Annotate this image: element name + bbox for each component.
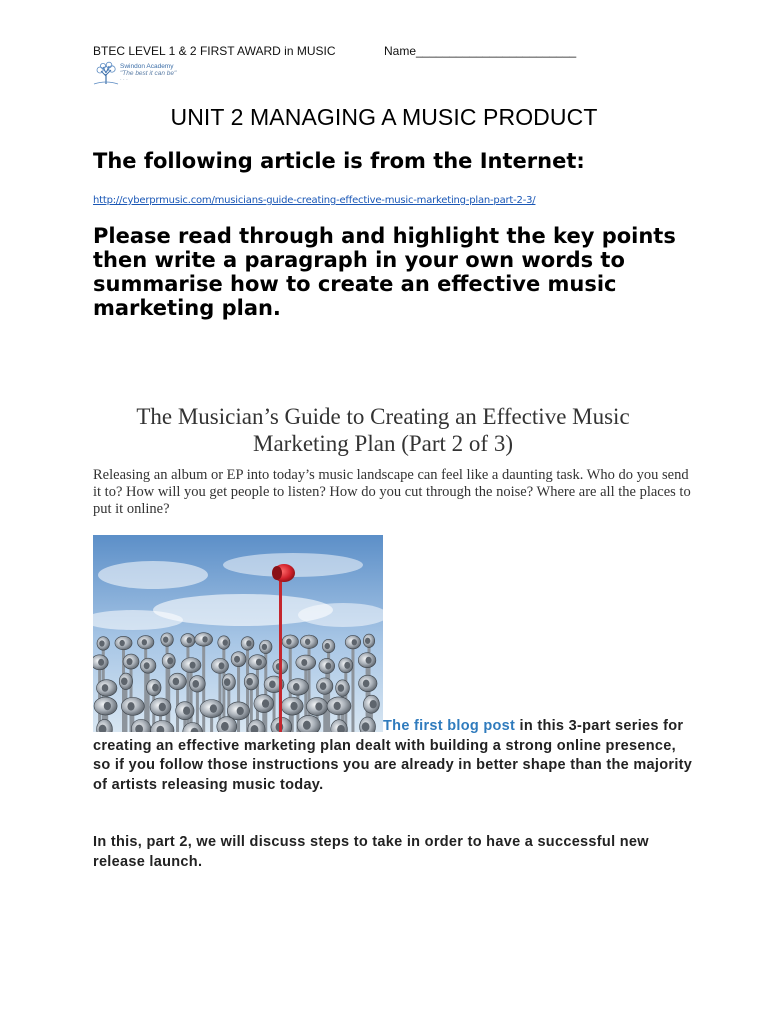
unit-title: UNIT 2 MANAGING A MUSIC PRODUCT (170, 104, 598, 130)
school-logo (92, 60, 182, 90)
megaphones-photo-icon (93, 535, 383, 732)
article-paragraph-2: In this, part 2, we will discuss steps to take in order to have a successful new release launch. (93, 834, 649, 870)
article-title: The Musician’s Guide to Creating an Effective Music Marketing Plan (Part 2 of 3) (136, 404, 630, 456)
source-article-link[interactable]: http://cyberprmusic.com/musicians-guide-creating-effective-music-marketing-plan-part-2-3/ (93, 195, 536, 206)
course-header: BTEC LEVEL 1 & 2 FIRST AWARD in MUSIC (93, 44, 336, 58)
logo-text (120, 63, 176, 84)
tree-logo-icon (92, 60, 120, 86)
logo-line-3: · · · (120, 77, 128, 83)
article-paragraph-1 (93, 717, 693, 795)
paragraph-1-text: in this 3-part series for creating an effective marketing plan dealt with building a strong online presence, so if you follow those instructions you are already in better shape than the majority of artists releasing music today. (93, 718, 693, 793)
logo-line-1: Swindon Academy (120, 63, 174, 70)
first-blog-post-link[interactable]: The first blog post (383, 718, 516, 734)
task-instructions: Please read through and highlight the key points then write a paragraph in your own words to summarise how to create an effective music marketing plan. (93, 224, 676, 320)
logo-line-2: "The best it can be" (120, 70, 177, 77)
article-intro: Releasing an album or EP into today’s music landscape can feel like a daunting task. Who do you send it to? How will you get people to listen? How do you cut through the noise? Where are all the places to put it online? (93, 467, 691, 517)
name-field-label: Name________________________ (384, 44, 577, 58)
page-subtitle: The following article is from the Internet: (93, 149, 585, 173)
